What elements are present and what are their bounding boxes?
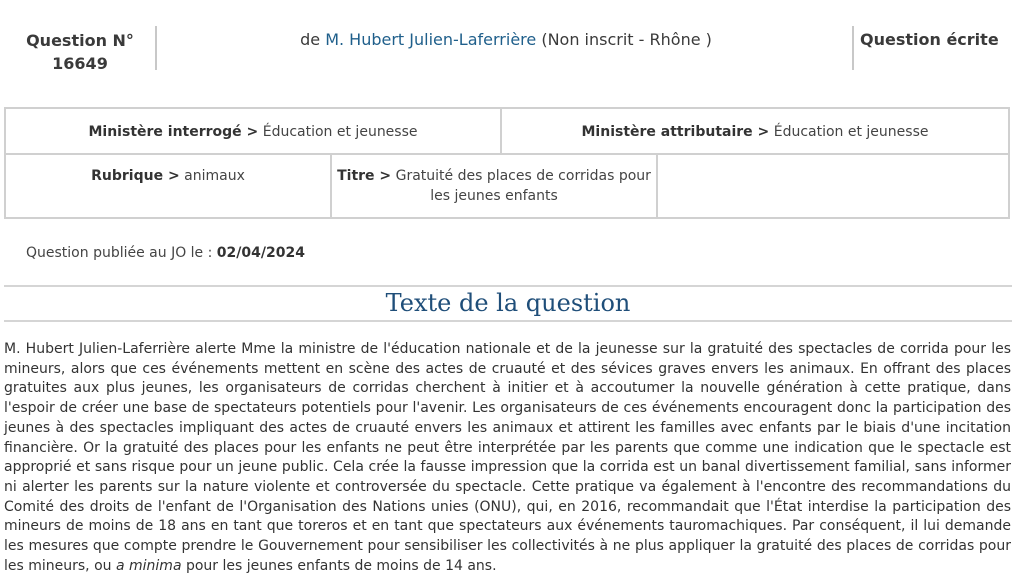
question-text-main: M. Hubert Julien-Laferrière alerte Mme la ministre de l'éducation nationale et de la jeunesse sur la gratuité des spectacles de corrida pour les mineurs, alors que ces événements mettent en scène des actes de cruauté et des sévices graves envers les animaux. En offrant des places gratuites aux plus jeunes, les organisateurs de corridas cherchent à initier et à accoutumer la nouvelle génération à cette pratique, dans l'espoir de créer une base de spectateurs potentiels pour l'avenir. Les organisateurs de ces événements encouragent donc la participation des jeunes à des spectacles impliquant des actes de cruauté envers les animaux et attirent les familles avec enfants par le biais d'une incitation financière. Or la gratuité des places pour les enfants ne peut être interprétée par les parents que comme une indication que le spectacle est approprié et sans risque pour un jeune public. Cela crée la fausse impression que la corrida est un banal divertissement familial, sans informer ni alerter les parents sur la nature violente et controversée du spectacle. Cette pratique va également à l'encontre des recommandations du Comité des droits de l'enfant de l'Organisation des Nations unies (ONU), qui, en 2016, recommandait que l'État interdise la participation des mineurs de moins de 18 ans en tant que toreros et en tant que spectateurs aux événements tauromachiques. Par conséquent, il lui demande les mesures que compte prendre le Gouvernement pour sensibiliser les collectivités à ne plus appliquer la gratuité des places de corridas pour les mineurs, ou (4, 341, 1011, 574)
ministere-interroge-value: Éducation et jeunesse (262, 124, 418, 140)
rubrique-value: animaux (184, 168, 245, 184)
ministere-interroge-label: Ministère interrogé > (88, 124, 259, 140)
question-text-italic: a minima (115, 557, 182, 574)
publication-date: 02/04/2024 (216, 245, 305, 261)
section-rule-bottom (4, 320, 1012, 322)
ministere-interroge-cell (4, 107, 502, 155)
question-text-end: pour les jeunes enfants de moins de 14 ans. (185, 557, 497, 574)
question-author (160, 29, 852, 51)
author-link[interactable]: M. Hubert Julien-Laferrière (325, 30, 537, 49)
ministere-attributaire-label: Ministère attributaire > (581, 124, 770, 140)
rubrique-label: Rubrique > (91, 168, 180, 184)
question-header (0, 0, 1024, 80)
section-title: Texte de la question (385, 289, 631, 317)
question-number-block (6, 29, 154, 75)
publication-info (26, 243, 305, 263)
question-info-table (4, 107, 1010, 219)
empty-cell (656, 153, 1010, 219)
ministere-attributaire-cell (500, 107, 1010, 155)
author-affiliation: (Non inscrit - Rhône ) (541, 30, 712, 49)
header-divider (852, 26, 854, 70)
publication-label: Question publiée au JO le : (26, 245, 213, 261)
question-type: Question écrite (860, 30, 999, 49)
ministere-attributaire-value: Éducation et jeunesse (773, 124, 929, 140)
rubrique-cell (4, 153, 332, 219)
question-number-label: Question N° (26, 31, 134, 50)
header-divider (155, 26, 157, 70)
titre-cell (330, 153, 658, 219)
author-prefix: de (300, 30, 321, 49)
question-number: 16649 (52, 54, 108, 73)
question-text (4, 340, 1011, 576)
titre-label: Titre > (337, 168, 392, 184)
titre-value: Gratuité des places de corridas pour les jeunes enfants (395, 168, 651, 204)
